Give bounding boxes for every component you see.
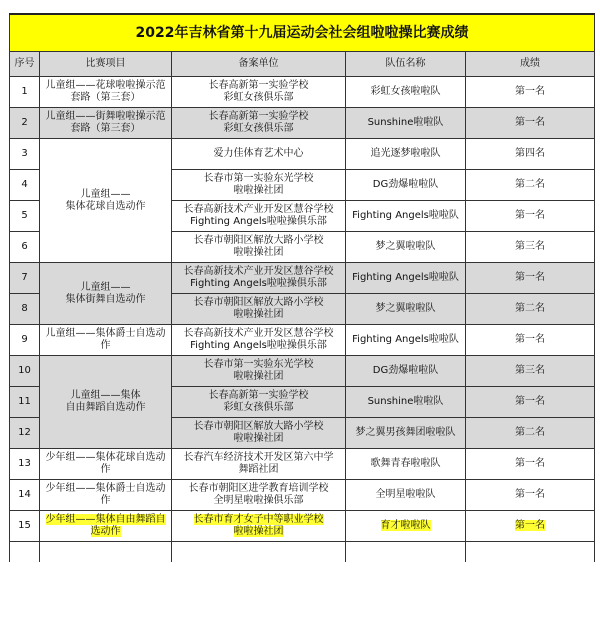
header-event: 比赛项目 — [40, 52, 172, 77]
header-no: 序号 — [10, 52, 40, 77]
row-result: 第三名 — [466, 232, 595, 263]
row-result: 第一名 — [466, 480, 595, 511]
row-no: 14 — [10, 480, 40, 511]
highlight: 第一名 — [515, 520, 545, 531]
row-event: 儿童组——街舞啦啦操示范套路（第三套） — [40, 108, 172, 139]
row-team: 全明星啦啦队 — [346, 480, 466, 511]
table-row — [10, 263, 595, 294]
row-unit: 长春市朝阳区解放大路小学校 啦啦操社团 — [172, 294, 346, 325]
row-no: 8 — [10, 294, 40, 325]
table-row — [10, 77, 595, 108]
title-row — [10, 14, 595, 52]
row-no: 4 — [10, 170, 40, 201]
row-team: Fighting Angels啦啦队 — [346, 201, 466, 232]
row-no: 7 — [10, 263, 40, 294]
row-result: 第一名 — [466, 387, 595, 418]
row-team — [346, 542, 466, 563]
row-result: 第一名 — [466, 263, 595, 294]
row-team: DG劲爆啦啦队 — [346, 170, 466, 201]
highlight: 育才啦啦队 — [380, 520, 431, 531]
row-result: 第四名 — [466, 139, 595, 170]
row-result: 第二名 — [466, 170, 595, 201]
row-event: 少年组——集体花球自选动作 — [40, 449, 172, 480]
row-team — [346, 511, 466, 542]
highlight: 少年组——集体自由舞蹈自选动作 — [45, 514, 166, 537]
row-unit: 长春市朝阳区解放大路小学校 啦啦操社团 — [172, 418, 346, 449]
row-unit: 长春市第一实验东光学校 啦啦操社团 — [172, 356, 346, 387]
row-result: 第二名 — [466, 294, 595, 325]
row-team: 梦之翼男孩舞团啦啦队 — [346, 418, 466, 449]
row-unit: 爱力佳体育艺术中心 — [172, 139, 346, 170]
row-no: 12 — [10, 418, 40, 449]
row-event: 儿童组——集体爵士自选动作 — [40, 325, 172, 356]
table-row-partial — [10, 542, 595, 563]
table-row — [10, 449, 595, 480]
row-no: 1 — [10, 77, 40, 108]
header-unit: 备案单位 — [172, 52, 346, 77]
row-unit: 长春高新技术产业开发区慧谷学校 Fighting Angels啦啦操俱乐部 — [172, 263, 346, 294]
row-result: 第一名 — [466, 108, 595, 139]
row-unit: 长春高新技术产业开发区慧谷学校 Fighting Angels啦啦操俱乐部 — [172, 201, 346, 232]
group-event: 儿童组——集体 自由舞蹈自选动作 — [40, 356, 172, 449]
row-no: 3 — [10, 139, 40, 170]
header-row — [10, 52, 595, 77]
row-team: 梦之翼啦啦队 — [346, 232, 466, 263]
row-event — [40, 511, 172, 542]
row-event — [40, 542, 172, 563]
table-row — [10, 108, 595, 139]
row-unit: 长春汽车经济技术开发区第六中学 舞蹈社团 — [172, 449, 346, 480]
group-event: 儿童组—— 集体花球自选动作 — [40, 139, 172, 263]
row-no: 6 — [10, 232, 40, 263]
row-unit: 长春高新第一实验学校 彩虹女孩俱乐部 — [172, 108, 346, 139]
row-team: Sunshine啦啦队 — [346, 108, 466, 139]
row-no: 13 — [10, 449, 40, 480]
row-team: 追光逐梦啦啦队 — [346, 139, 466, 170]
highlight: 长春市育才女子中等职业学校 啦啦操社团 — [193, 514, 324, 537]
row-unit: 长春市朝阳区解放大路小学校 啦啦操社团 — [172, 232, 346, 263]
table-row — [10, 356, 595, 387]
group-event: 儿童组—— 集体街舞自选动作 — [40, 263, 172, 325]
table-title: 2022年吉林省第十九届运动会社会组啦啦操比赛成绩 — [10, 14, 595, 52]
row-unit — [172, 511, 346, 542]
row-result: 第二名 — [466, 418, 595, 449]
row-no: 15 — [10, 511, 40, 542]
row-unit: 长春高新第一实验学校 彩虹女孩俱乐部 — [172, 77, 346, 108]
table-row — [10, 480, 595, 511]
table-row — [10, 325, 595, 356]
results-table — [9, 13, 595, 562]
row-team: 梦之翼啦啦队 — [346, 294, 466, 325]
row-event: 儿童组——花球啦啦操示范套路（第三套） — [40, 77, 172, 108]
table-row-highlighted — [10, 511, 595, 542]
header-result: 成绩 — [466, 52, 595, 77]
row-unit — [172, 542, 346, 563]
row-team: DG劲爆啦啦队 — [346, 356, 466, 387]
row-unit: 长春市朝阳区进学教育培训学校 全明星啦啦操俱乐部 — [172, 480, 346, 511]
row-team: Fighting Angels啦啦队 — [346, 325, 466, 356]
row-result: 第一名 — [466, 325, 595, 356]
row-no — [10, 542, 40, 563]
row-result: 第一名 — [466, 77, 595, 108]
row-team: 歌舞青春啦啦队 — [346, 449, 466, 480]
header-team: 队伍名称 — [346, 52, 466, 77]
row-no: 10 — [10, 356, 40, 387]
row-result: 第三名 — [466, 356, 595, 387]
row-event: 少年组——集体爵士自选动作 — [40, 480, 172, 511]
row-team: Sunshine啦啦队 — [346, 387, 466, 418]
row-team: Fighting Angels啦啦队 — [346, 263, 466, 294]
row-no: 2 — [10, 108, 40, 139]
row-unit: 长春市第一实验东光学校 啦啦操社团 — [172, 170, 346, 201]
row-no: 11 — [10, 387, 40, 418]
row-no: 9 — [10, 325, 40, 356]
row-unit: 长春高新第一实验学校 彩虹女孩俱乐部 — [172, 387, 346, 418]
table-row — [10, 139, 595, 170]
row-result — [466, 542, 595, 563]
row-team: 彩虹女孩啦啦队 — [346, 77, 466, 108]
row-result — [466, 511, 595, 542]
row-result: 第一名 — [466, 201, 595, 232]
row-no: 5 — [10, 201, 40, 232]
row-result: 第一名 — [466, 449, 595, 480]
row-unit: 长春高新技术产业开发区慧谷学校 Fighting Angels啦啦操俱乐部 — [172, 325, 346, 356]
